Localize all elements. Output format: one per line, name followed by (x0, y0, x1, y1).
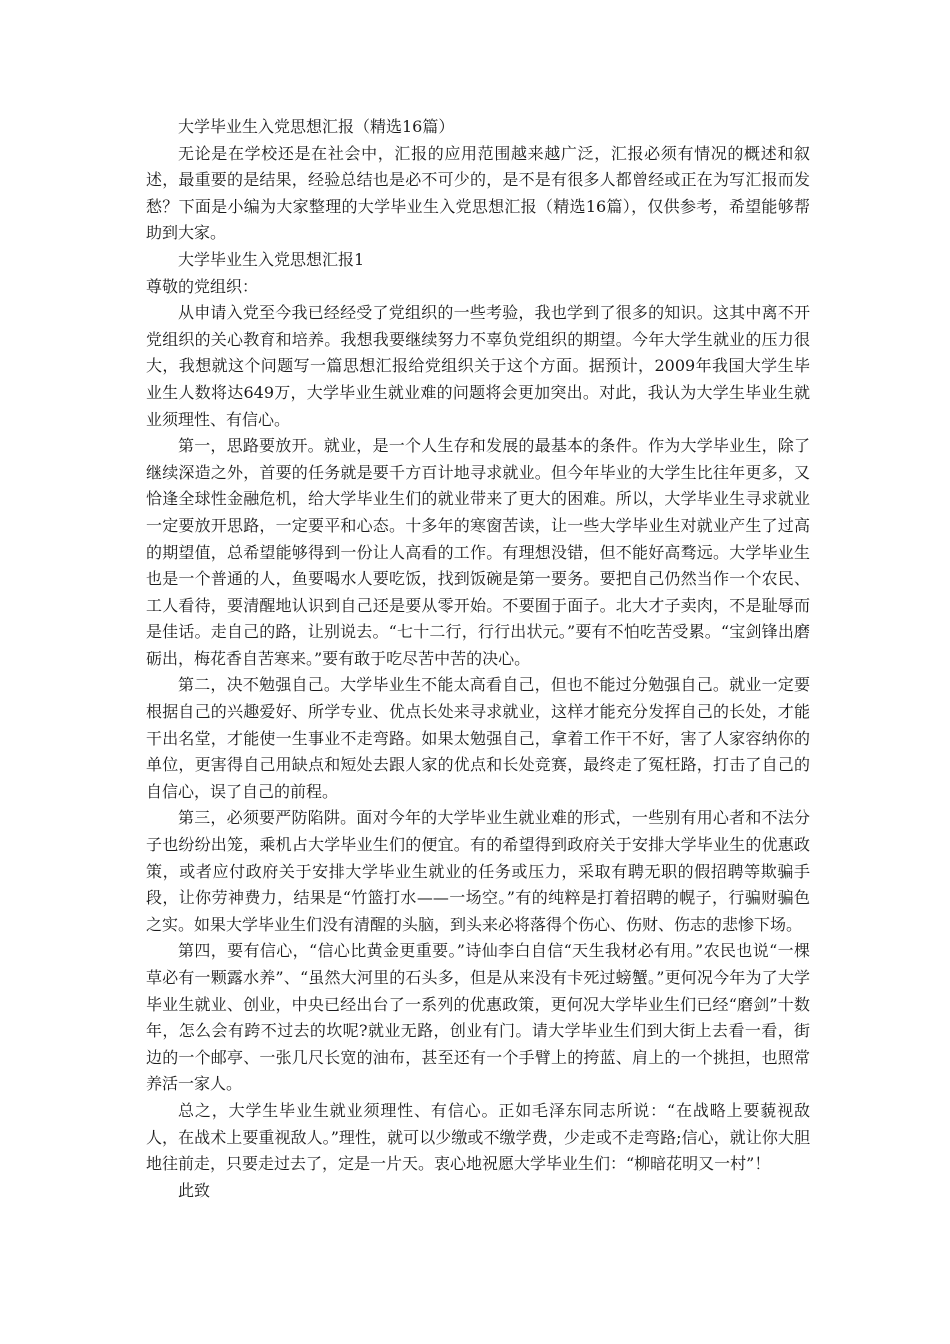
body-paragraph: 第四，要有信心，“信心比黄金更重要。”诗仙李白自信“天生我材必有用。”农民也说“一棵草必有一颗露水养”、“虽然大河里的石头多，但是从来没有卡死过螃蟹。”更何况今年为了大学毕业生就业、创业，中央已经出台了一系列的优惠政策，更何况大学毕业生们已经“磨剑”十数年，怎么会有跨不过去的坎呢?就业无路，创业有门。请大学毕业生们到大街上去看一看，街边的一个邮亭、一张几尺长宽的油布，甚至还有一个手臂上的挎蓝、肩上的一个挑担，也照常养活一家人。 (146, 941, 810, 1094)
body-paragraph: 第三，必须要严防陷阱。面对今年的大学毕业生就业难的形式，一些别有用心者和不法分子也纷纷出笼，乘机占大学毕业生们的便宜。有的希望得到政府关于安排大学毕业生的优惠政策，或者应付政府关于安排大学毕业生就业的任务或压力，采取有聘无职的假招聘等欺骗手段，让你劳神费力，结果是“竹篮打水——一场空。”有的纯粹是打着招聘的幌子，行骗财骗色之实。如果大学毕业生们没有清醒的头脑，到头来必将落得个伤心、伤财、伤志的悲惨下场。 (146, 808, 810, 934)
body-paragraph: 第二，决不勉强自己。大学毕业生不能太高看自己，但也不能过分勉强自己。就业一定要根据自己的兴趣爱好、所学专业、优点长处来寻求就业，这样才能充分发挥自己的长处，才能干出名堂，才能使一生事业不走弯路。如果太勉强自己，拿着工作干不好，害了人家容纳你的单位，更害得自己用缺点和短处去跟人家的优点和长处竞赛，最终走了冤枉路，打击了自己的自信心，误了自己的前程。 (146, 675, 810, 801)
body-paragraph: 总之，大学生毕业生就业须理性、有信心。正如毛泽东同志所说：“在战略上要藐视敌人，在战术上要重视敌人。”理性，就可以少缴或不缴学费，少走或不走弯路;信心，就让你大胆地往前走，只要走过去了，定是一片天。衷心地祝愿大学毕业生们：“柳暗花明又一村”！ (146, 1100, 810, 1174)
section-title: 大学毕业生入党思想汇报1 (178, 249, 365, 269)
salutation: 尊敬的党组织： (146, 276, 259, 296)
body-paragraph: 第一，思路要放开。就业，是一个人生存和发展的最基本的条件。作为大学毕业生，除了继续深造之外，首要的任务就是要千方百计地寻求就业。但今年毕业的大学生比往年更多，又恰逢全球性金融危机，给大学毕业生们的就业带来了更大的困难。所以，大学毕业生寻求就业一定要放开思路，一定要平和心态。十多年的寒窗苦读，让一些大学毕业生对就业产生了过高的期望值，总希望能够得到一份让人高看的工作。有理想没错，但不能好高骛远。大学毕业生也是一个普通的人，鱼要喝水人要吃饭，找到饭碗是第一要务。要把自己仍然当作一个农民、工人看待，要清醒地认识到自己还是要从零开始。不要囿于面子。北大才子卖肉，不是耻辱而是佳话。走自己的路，让别说去。“七十二行，行行出状元。”要有不怕吃苦受累。“宝剑锋出磨砺出，梅花香自苦寒来。”要有敢于吃尽苦中苦的决心。 (146, 436, 810, 668)
closing: 此致 (178, 1180, 211, 1200)
intro-paragraph: 无论是在学校还是在社会中，汇报的应用范围越来越广泛，汇报必须有情况的概述和叙述，最重要的是结果，经验总结也是必不可少的，是不是有很多人都曾经或正在为写汇报而发愁？下面是小编为大家整理的大学毕业生入党思想汇报（精选16篇），仅供参考，希望能够帮助到大家。 (146, 143, 810, 243)
document-page (146, 114, 810, 1204)
document-title: 大学毕业生入党思想汇报（精选16篇） (178, 117, 455, 136)
body-paragraph: 从申请入党至今我已经经受了党组织的一些考验，我也学到了很多的知识。这其中离不开党组织的关心教育和培养。我想我要继续努力不辜负党组织的期望。今年大学生就业的压力很大，我想就这个问题写一篇思想汇报给党组织关于这个方面。据预计，2009年我国大学生毕业生人数将达649万，大学毕业生就业难的问题将会更加突出。对此，我认为大学生毕业生就业须理性、有信心。 (146, 303, 810, 429)
